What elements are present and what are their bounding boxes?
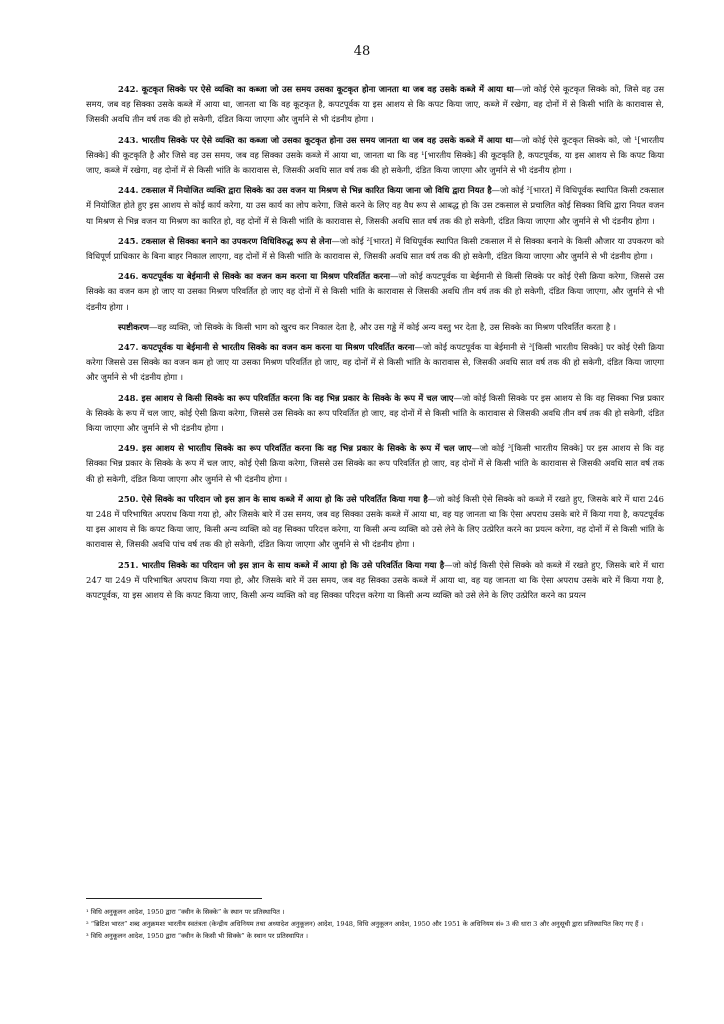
section-246: 246. कपटपूर्वक या बेईमानी से सिक्के का वजन कम करना या मिश्रण परिवर्तित करना—जो कोई कपटपूर्वक या बेईमानी से किसी सिक्के पर कोई ऐसी क्रिया करेगा, जिससे उस सिक्के का वजन कम हो जाए या उसका मिश्रण परिवर्तित हो जाए वह दोनों में से किसी भांति के कारावास से जिसकी अवधि तीन वर्ष तक की हो सकेगी, दंडित किया जाएगा, और जुर्माने से भी दंडनीय होगा । — [86, 271, 664, 312]
section-247: 247. कपटपूर्वक या बेईमानी से भारतीय सिक्के का वजन कम करना या मिश्रण परिवर्तित करना—जो कोई कपटपूर्वक या बेईमानी से ³[किसी भारतीय सिक्के] पर कोई ऐसी क्रिया करेगा जिससे उस सिक्के का वजन कम हो जाए या उसका मिश्रण परिवर्तित हो जाए, वह दोनों में से किसी भांति के कारावास से, जिसकी अवधि सात वर्ष तक की हो सकेगी, दंडित किया जाएगा और जुर्माने से भी दंडनीय होगा । — [86, 342, 665, 383]
section-heading: 244. टकसाल में नियोजित व्यक्ति द्वारा सिक्के का उस वजन या मिश्रण से भिन्न कारित किया जाना जो विधि द्वारा नियत है — [118, 185, 492, 196]
section-heading: 243. भारतीय सिक्के पर ऐसे व्यक्ति का कब्जा जो उसका कूटकृत होना उस समय जानता था जब वह उसके कब्जे में आया था — [118, 134, 513, 145]
section-heading: 242. कूटकृत सिक्के पर ऐसे व्यक्ति का कब्जा जो उस समय उसका कूटकृत होना जानता था जब वह उसके कब्जे में आया था — [118, 84, 514, 94]
document-body — [86, 82, 664, 608]
section-text: जो कोई किसी ऐसे सिक्के को कब्जे में रखते हुए, जिसके बारे में धारा 247 या 249 में परिभाषित अपराध किया गया हो, और जिसके बारे में उस समय, जब वह सिक्का उसके कब्जे में आया था, वह यह जानता था कि ऐसा अपराध उसके बारे में किया गया है, कपटपूर्वक, या इस आशय से कि कपट किया जाए, किसी अन्य व्यक्ति को वह सिक्का परिदत्त करेगा या किसी अन्य व्यक्ति को उसे लेने के लिए उत्प्रेरित करने का प्रयत्न — [86, 559, 664, 601]
section-250: 250. ऐसे सिक्के का परिदान जो इस ज्ञान के साथ कब्जे में आया हो कि उसे परिवर्तित किया गया है—जो कोई किसी ऐसे सिक्के को कब्जे में रखते हुए, जिसके बारे में धारा 246 या 248 में परिभाषित अपराध किया गया हो, और जिसके बारे में उस समय, जब वह सिक्का उसके कब्जे में आया था, वह यह जानता था कि ऐसा अपराध उसके बारे में किया गया है, कपटपूर्वक या इस आशय से कि कपट किया जाए, किसी अन्य व्यक्ति को वह सिक्का परिदत्त करेगा, या किसी अन्य व्यक्ति को उसे लेने के लिए उत्प्रेरित करने का प्रयत्न करेगा, वह दोनों में से किसी भांति के कारावास से, जिसकी अवधि पांच वर्ष तक की हो सकेगी, दंडित किया जाएगा और जुर्माने से भी दंडनीय होगा । — [86, 493, 665, 550]
section-heading: 251. भारतीय सिक्के का परिदान जो इस ज्ञान के साथ कब्जे में आया हो कि उसे परिवर्तित किया गया है — [118, 559, 445, 570]
section-text: जो कोई किसी सिक्के पर इस आशय से कि वह सिक्का भिन्न प्रकार के सिक्के के रूप में चल जाए, कोई ऐसी क्रिया करेगा, जिससे उस सिक्के का रूप परिवर्तित हो जाए, वह दोनों में से किसी भांति के कारावास से जिसकी अवधि तीन वर्ष तक की हो सकेगी, दंडित किया जाएगा और जुर्माने से भी दंडनीय होगा । — [86, 392, 664, 434]
page-number: 48 — [353, 44, 371, 59]
explanation-246: स्पष्टीकरण—वह व्यक्ति, जो सिक्के के किसी भाग को खुरच कर निकाल देता है, और उस गड्ढे में कोई अन्य वस्तु भर देता है, उस सिक्के का मिश्रण परिवर्तित करता है । — [118, 321, 617, 332]
section-heading: 250. ऐसे सिक्के का परिदान जो इस ज्ञान के साथ कब्जे में आया हो कि उसे परिवर्तित किया गया है — [118, 493, 428, 504]
section-text: वह व्यक्ति, जो सिक्के के किसी भाग को खुरच कर निकाल देता है, और उस गड्ढे में कोई अन्य वस्तु भर देता है, उस सिक्के का मिश्रण परिवर्तित करता है । — [157, 321, 617, 332]
footnote-2: ² “ब्रिटिश भारत” शब्द अनुक्रमशः भारतीय स्वतंत्रता (केन्द्रीय अधिनियम तथा अध्यादेश अनुकूलन) आदेश, 1948, विधि अनुकूलन आदेश, 1950 और 1951 के अधिनियम सं० 3 की धारा 3 और अनुसूची द्वारा प्रतिस्थापित किए गए हैं । — [86, 920, 644, 928]
section-245: 245. टकसाल से सिक्का बनाने का उपकरण विधिविरुद्ध रूप से लेना—जो कोई ²[भारत] में विधिपूर्वक स्थापित किसी टकसाल में से सिक्का बनाने के किसी औजार या उपकरण को विधिपूर्ण प्राधिकार के बिना बाहर निकाल लाएगा, वह दोनों में से किसी भांति के कारावास से, जिसकी अवधि सात वर्ष तक की हो सकेगी, दंडित किया जाएगा और जुर्माने से भी दंडनीय होगा । — [86, 235, 664, 262]
section-text: जो कोई कपटपूर्वक या बेईमानी से किसी सिक्के पर कोई ऐसी क्रिया करेगा, जिससे उस सिक्के का वजन कम हो जाए या उसका मिश्रण परिवर्तित हो जाए वह दोनों में से किसी भांति के कारावास से जिसकी अवधि तीन वर्ष तक की हो सकेगी, दंडित किया जाएगा, और जुर्माने से भी दंडनीय होगा । — [86, 271, 664, 312]
footnote-divider — [86, 898, 262, 899]
footnotes — [86, 906, 664, 942]
section-text: जो कोई ²[भारत] में विधिपूर्वक स्थापित किसी टकसाल में से सिक्का बनाने के किसी औजार या उपकरण को विधिपूर्ण प्राधिकार के बिना बाहर निकाल लाएगा, वह दोनों में से किसी भांति के कारावास से, जिसकी अवधि सात वर्ष तक की हो सकेगी, दंडित किया जाएगा और जुर्माने से भी दंडनीय होगा । — [86, 235, 664, 262]
section-text: जो कोई ऐसे कूटकृत सिक्के को, जो ¹[भारतीय सिक्के] की कूटकृति है और जिसे वह उस समय, जब वह सिक्का उसके कब्जे में आया था, जानता था कि वह ¹[भारतीय सिक्के] की कूटकृति है, कपटपूर्वक, या इस आशय से कि कपट किया जाए, कब्जे में रखेगा, वह दोनों में से किसी भांति के कारावास से, जिसकी अवधि सात वर्ष तक की हो सकेगी, दंडित किया जाएगा और जुर्माने से भी दंडनीय होगा । — [86, 134, 664, 176]
footnote-1: ¹ विधि अनुकूलन आदेश, 1950 द्वारा “क्वीन के सिक्के” के स्थान पर प्रतिस्थापित । — [86, 908, 285, 916]
footnote-3: ³ विधि अनुकूलन आदेश, 1950 द्वारा “क्वीन के किसी भी सिक्के” के स्थान पर प्रतिस्थापित । — [86, 932, 308, 940]
section-242: 242. कूटकृत सिक्के पर ऐसे व्यक्ति का कब्जा जो उस समय उसका कूटकृत होना जानता था जब वह उसके कब्जे में आया था—जो कोई ऐसे कूटकृत सिक्के को, जिसे वह उस समय, जब वह सिक्का उसके कब्जे में आया था, जानता था कि वह कूटकृत है, कपटपूर्वक या इस आशय से कि कपट किया जाए, कब्जे में रखेगा, वह दोनों में से किसी भांति के कारावास से, जिसकी अवधि तीन वर्ष तक की हो सकेगी, दंडित किया जाएगा और जुर्माने से भी दंडनीय होगा । — [86, 84, 664, 125]
section-text: जो कोई ³[किसी भारतीय सिक्के] पर इस आशय से कि वह सिक्का भिन्न प्रकार के सिक्के के रूप में चल जाए, कोई ऐसी क्रिया करेगा, जिससे उस सिक्के का रूप परिवर्तित हो जाए, वह दोनों में से किसी भांति के कारावास से जिसकी अवधि सात वर्ष तक की हो सकेगी, दंडित किया जाएगा और जुर्माने से भी दंडनीय होगा । — [86, 443, 664, 484]
section-243: 243. भारतीय सिक्के पर ऐसे व्यक्ति का कब्जा जो उसका कूटकृत होना उस समय जानता था जब वह उसके कब्जे में आया था—जो कोई ऐसे कूटकृत सिक्के को, जो ¹[भारतीय सिक्के] की कूटकृति है और जिसे वह उस समय, जब वह सिक्का उसके कब्जे में आया था, जानता था कि वह ¹[भारतीय सिक्के] की कूटकृति है, कपटपूर्वक, या इस आशय से कि कपट किया जाए, कब्जे में रखेगा, वह दोनों में से किसी भांति के कारावास से, जिसकी अवधि सात वर्ष तक की हो सकेगी, दंडित किया जाएगा और जुर्माने से भी दंडनीय होगा । — [86, 134, 664, 176]
section-heading: 246. कपटपूर्वक या बेईमानी से सिक्के का वजन कम करना या मिश्रण परिवर्तित करना — [118, 271, 391, 282]
section-text: जो कोई किसी ऐसे सिक्के को कब्जे में रखते हुए, जिसके बारे में धारा 246 या 248 में परिभाषित अपराध किया गया हो, और जिसके बारे में उस समय, जब वह सिक्का उसके कब्जे में आया था, वह यह जानता था कि ऐसा अपराध उसके बारे में किया गया है, कपटपूर्वक या इस आशय से कि कपट किया जाए, किसी अन्य व्यक्ति को वह सिक्का परिदत्त करेगा, या किसी अन्य व्यक्ति को उसे लेने के लिए उत्प्रेरित करने का प्रयत्न करेगा, वह दोनों में से किसी भांति के कारावास से, जिसकी अवधि पांच वर्ष तक की हो सकेगी, दंडित किया जाएगा और जुर्माने से भी दंडनीय होगा । — [86, 493, 665, 550]
section-heading: 245. टकसाल से सिक्का बनाने का उपकरण विधिविरुद्ध रूप से लेना — [118, 235, 332, 246]
section-248: 248. इस आशय से किसी सिक्के का रूप परिवर्तित करना कि वह भिन्न प्रकार के सिक्के के रूप में चल जाए—जो कोई किसी सिक्के पर इस आशय से कि वह सिक्का भिन्न प्रकार के सिक्के के रूप में चल जाए, कोई ऐसी क्रिया करेगा, जिससे उस सिक्के का रूप परिवर्तित हो जाए, वह दोनों में से किसी भांति के कारावास से जिसकी अवधि तीन वर्ष तक की हो सकेगी, दंडित किया जाएगा और जुर्माने से भी दंडनीय होगा । — [86, 392, 664, 434]
section-heading: 248. इस आशय से किसी सिक्के का रूप परिवर्तित करना कि वह भिन्न प्रकार के सिक्के के रूप में चल जाए — [118, 392, 454, 403]
section-244: 244. टकसाल में नियोजित व्यक्ति द्वारा सिक्के का उस वजन या मिश्रण से भिन्न कारित किया जाना जो विधि द्वारा नियत है—जो कोई ²[भारत] में विधिपूर्वक स्थापित किसी टकसाल में नियोजित होते हुए इस आशय से कोई कार्य करेगा, या उस कार्य का लोप करेगा, जिसे करने के लिए वह वैध रूप से आबद्ध हो कि उस टकसाल से प्रचालित कोई सिक्का विधि द्वारा नियत वजन या मिश्रण से भिन्न वजन या मिश्रण का कारित हो, वह दोनों में से किसी भांति के कारावास से, जिसकी अवधि सात वर्ष तक की हो सकेगी, दंडित किया जाएगा और जुर्माने से भी दंडनीय होगा । — [86, 185, 664, 226]
section-249: 249. इस आशय से भारतीय सिक्के का रूप परिवर्तित करना कि वह भिन्न प्रकार के सिक्के के रूप में चल जाए—जो कोई ³[किसी भारतीय सिक्के] पर इस आशय से कि वह सिक्का भिन्न प्रकार के सिक्के के रूप में चल जाए, कोई ऐसी क्रिया करेगा, जिससे उस सिक्के का रूप परिवर्तित हो जाए, वह दोनों में से किसी भांति के कारावास से जिसकी अवधि सात वर्ष तक की हो सकेगी, दंडित किया जाएगा और जुर्माने से भी दंडनीय होगा । — [86, 443, 664, 484]
section-heading: 249. इस आशय से भारतीय सिक्के का रूप परिवर्तित करना कि वह भिन्न प्रकार के सिक्के के रूप में चल जाए — [118, 443, 472, 454]
section-text: जो कोई कपटपूर्वक या बेईमानी से ³[किसी भारतीय सिक्के] पर कोई ऐसी क्रिया करेगा जिससे उस सिक्के का वजन कम हो जाए या उसका मिश्रण परिवर्तित हो जाए, वह दोनों में से किसी भांति के कारावास से, जिसकी अवधि सात वर्ष तक की हो सकेगी, दंडित किया जाएगा और जुर्माने से भी दंडनीय होगा । — [86, 342, 665, 383]
section-251: 251. भारतीय सिक्के का परिदान जो इस ज्ञान के साथ कब्जे में आया हो कि उसे परिवर्तित किया गया है—जो कोई किसी ऐसे सिक्के को कब्जे में रखते हुए, जिसके बारे में धारा 247 या 249 में परिभाषित अपराध किया गया हो, और जिसके बारे में उस समय, जब वह सिक्का उसके कब्जे में आया था, वह यह जानता था कि ऐसा अपराध उसके बारे में किया गया है, कपटपूर्वक, या इस आशय से कि कपट किया जाए, किसी अन्य व्यक्ति को वह सिक्का परिदत्त करेगा या किसी अन्य व्यक्ति को उसे लेने के लिए उत्प्रेरित करने का प्रयत्न — [86, 559, 664, 601]
section-text: जो कोई ऐसे कूटकृत सिक्के को, जिसे वह उस समय, जब वह सिक्का उसके कब्जे में आया था, जानता था कि वह कूटकृत है, कपटपूर्वक या इस आशय से कि कपट किया जाए, कब्जे में रखेगा, वह दोनों में से किसी भांति के कारावास से, जिसकी अवधि तीन वर्ष तक की हो सकेगी, दंडित किया जाएगा और जुर्माने से भी दंडनीय होगा । — [86, 84, 664, 125]
section-heading: 247. कपटपूर्वक या बेईमानी से भारतीय सिक्के का वजन कम करना या मिश्रण परिवर्तित करना — [118, 342, 415, 353]
section-text: जो कोई ²[भारत] में विधिपूर्वक स्थापित किसी टकसाल में नियोजित होते हुए इस आशय से कोई कार्य करेगा, या उस कार्य का लोप करेगा, जिसे करने के लिए वह वैध रूप से आबद्ध हो कि उस टकसाल से प्रचालित कोई सिक्का विधि द्वारा नियत वजन या मिश्रण से भिन्न वजन या मिश्रण का कारित हो, वह दोनों में से किसी भांति के कारावास से, जिसकी अवधि सात वर्ष तक की हो सकेगी, दंडित किया जाएगा और जुर्माने से भी दंडनीय होगा । — [86, 185, 664, 226]
explanation-heading: स्पष्टीकरण — [118, 321, 149, 332]
